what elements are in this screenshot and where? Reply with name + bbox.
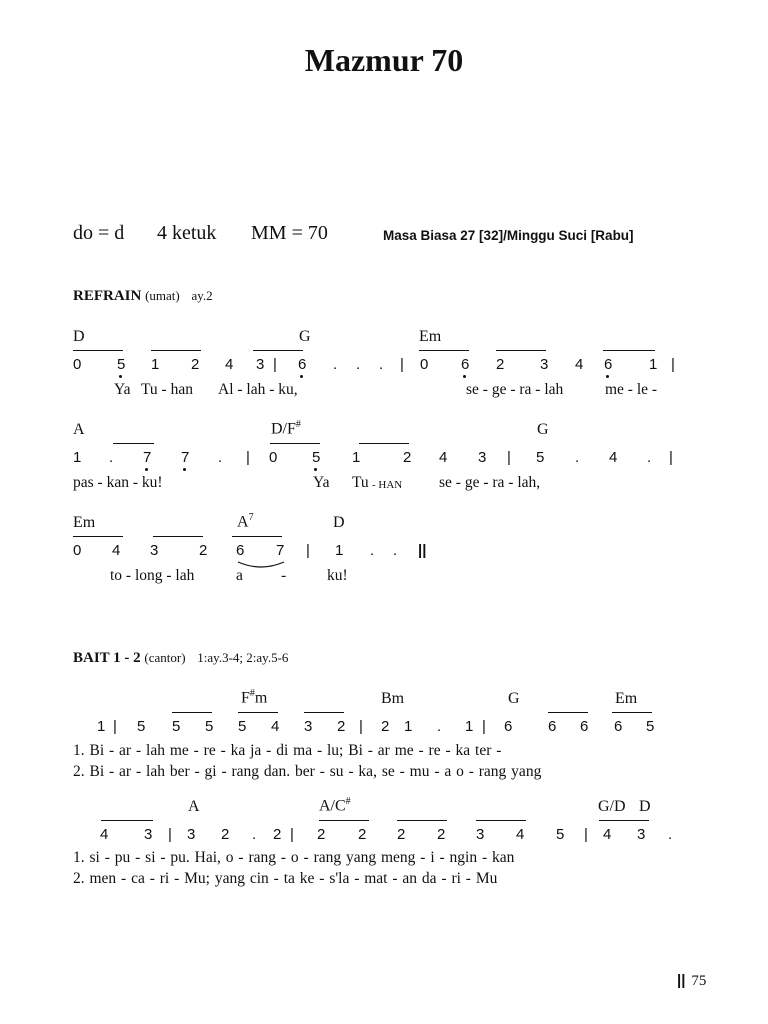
- beam: [603, 350, 655, 351]
- beam: [397, 820, 447, 821]
- beam: [232, 536, 282, 537]
- beam: [253, 350, 303, 351]
- beam: [238, 712, 278, 713]
- beam: [73, 536, 123, 537]
- bait-performer: (cantor): [144, 650, 186, 665]
- key-signature: do = d: [73, 222, 125, 244]
- page-title: Mazmur 70: [304, 42, 464, 78]
- beam: [151, 350, 201, 351]
- chord: D/F#: [271, 419, 301, 438]
- verse-1-lyrics: 1. Bi - ar - lah me - re - ka ja - di ma - lu; Bi - ar me - re - ka ter -: [73, 742, 502, 759]
- beam: [73, 350, 123, 351]
- refrain-heading: [73, 288, 213, 305]
- lyric: se - ge - ra - lah: [466, 381, 564, 398]
- chord: G/D: [598, 798, 626, 815]
- chord: G: [299, 328, 311, 345]
- beam: [599, 820, 649, 821]
- verse-2-lyrics: 2. men - ca - ri - Mu; yang cin - ta ke - s'la - mat - an da - ri - Mu: [73, 870, 498, 887]
- lyric: Ya: [313, 474, 330, 491]
- meter: 4 ketuk: [157, 222, 217, 244]
- chord: D: [333, 514, 345, 531]
- refrain-label: REFRAIN: [73, 288, 142, 304]
- lyric: to - long - lah: [110, 567, 195, 584]
- lyric: Tu - han: [141, 381, 193, 398]
- tempo: MM = 70: [251, 222, 328, 244]
- chord: A/C#: [319, 796, 351, 815]
- chord: Bm: [381, 690, 405, 707]
- chord: A: [188, 798, 200, 815]
- verse-1-lyrics: 1. si - pu - si - pu. Hai, o - rang - o - rang yang meng - i - ngin - kan: [73, 849, 515, 866]
- chord: D: [73, 328, 85, 345]
- beam: [319, 820, 369, 821]
- beam: [612, 712, 652, 713]
- refrain-performer: (umat): [145, 288, 180, 303]
- slur: [236, 560, 286, 570]
- beam: [153, 536, 203, 537]
- bait-heading: [73, 650, 288, 667]
- lyric: Ya: [114, 381, 131, 398]
- chord: Em: [615, 690, 638, 707]
- lyric: me - le -: [605, 381, 658, 398]
- chord: Em: [419, 328, 442, 345]
- beam: [172, 712, 212, 713]
- lyric: Al - lah - ku,: [218, 381, 298, 398]
- chord: Em: [73, 514, 96, 531]
- chord: G: [537, 421, 549, 438]
- beam: [304, 712, 344, 713]
- beam: [419, 350, 469, 351]
- beam: [548, 712, 588, 713]
- chord: D: [639, 798, 651, 815]
- beam: [496, 350, 546, 351]
- verse-2-lyrics: 2. Bi - ar - lah ber - gi - rang dan. ber - su - ka, se - mu - a o - rang yang: [73, 763, 542, 780]
- lyric: a: [236, 567, 243, 584]
- lyric: - HAN: [372, 479, 403, 491]
- beam: [270, 443, 320, 444]
- beam: [359, 443, 409, 444]
- refrain-reference: ay.2: [191, 288, 213, 303]
- chord: F#m: [241, 688, 268, 707]
- liturgical-usage: Masa Biasa 27 [32]/Minggu Suci [Rabu]: [383, 228, 634, 243]
- bait-reference: 1:ay.3-4; 2:ay.5-6: [197, 650, 289, 665]
- page-number: || 75: [677, 972, 707, 989]
- beam: [101, 820, 153, 821]
- chord: $A^7$: [237, 512, 254, 531]
- bait-label: BAIT 1 - 2: [73, 650, 141, 666]
- chord: G: [508, 690, 520, 707]
- beam: [476, 820, 526, 821]
- lyric: ku!: [327, 567, 348, 584]
- chord: A: [73, 421, 85, 438]
- lyric: pas - kan - ku!: [73, 474, 163, 491]
- beam: [113, 443, 154, 444]
- lyric: -: [281, 567, 287, 584]
- lyric: Tu: [352, 474, 369, 491]
- lyric: se - ge - ra - lah,: [439, 474, 541, 491]
